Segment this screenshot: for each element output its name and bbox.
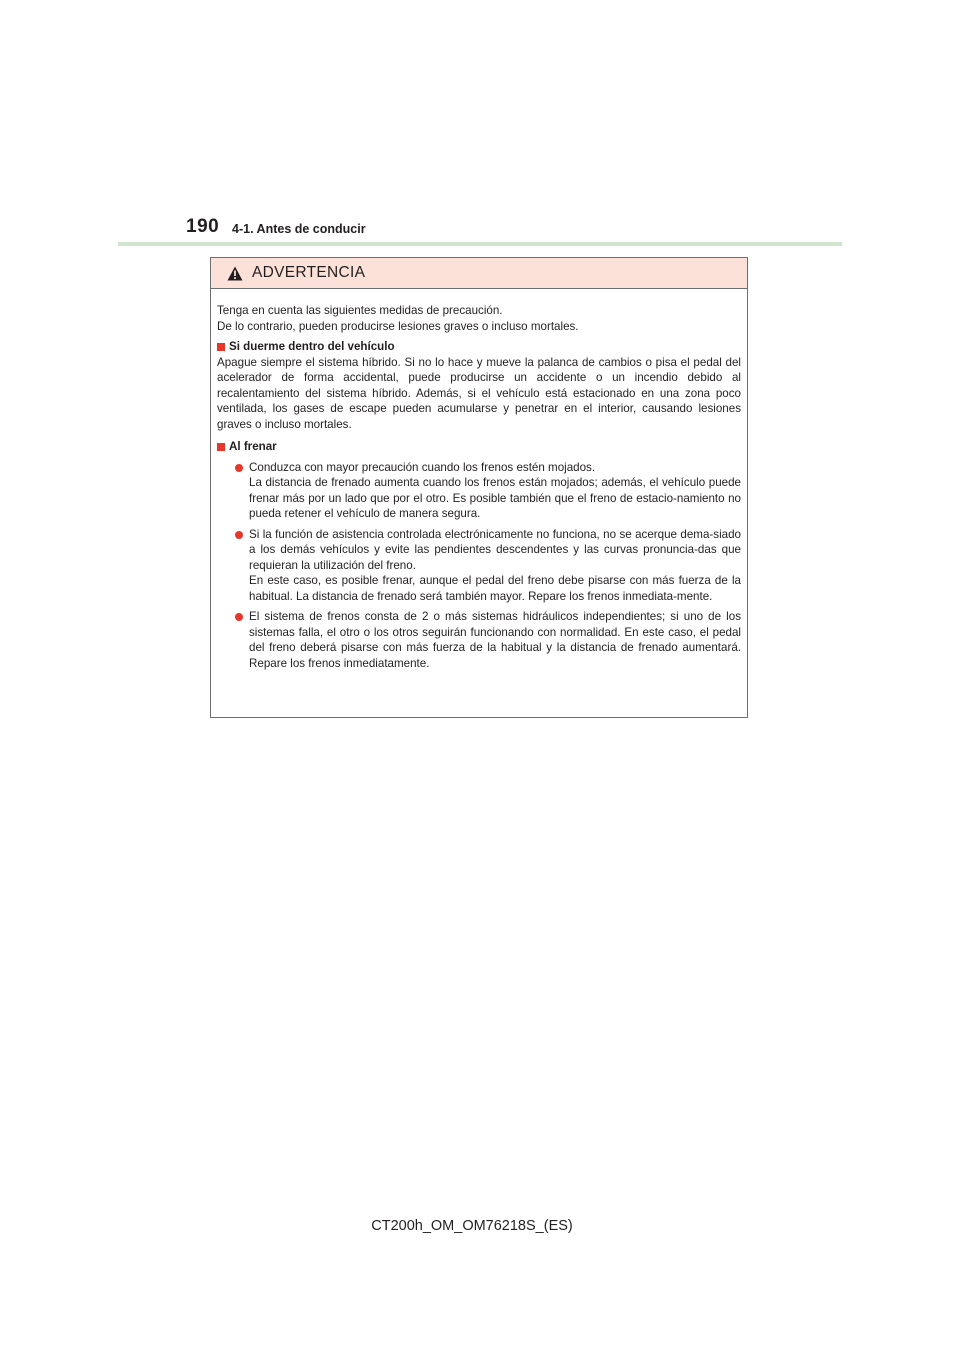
header-rule — [118, 242, 842, 246]
page-number: 190 — [186, 216, 220, 237]
round-bullet-icon — [235, 531, 243, 539]
section-title: 4-1. Antes de conducir — [232, 222, 366, 236]
warning-intro — [217, 303, 741, 334]
document-code — [0, 1218, 960, 1234]
warning-title: ADVERTENCIA — [252, 264, 366, 281]
square-bullet-icon — [217, 343, 225, 351]
bullet-line: El sistema de frenos consta de 2 o más sistemas hidráulicos independientes; si uno de los sistemas falla, el otro o los otros seguirán funcionando con normalidad. En este caso, el pedal del freno deberá pisarse con más fuerza de la habitual y la distancia de frenado aumentará. Repare los frenos inmediatamente. — [249, 610, 741, 670]
warning-body — [211, 289, 747, 671]
section-heading — [217, 339, 741, 355]
round-bullet-icon — [235, 613, 243, 621]
list-item — [235, 609, 741, 671]
square-bullet-icon — [217, 443, 225, 451]
bullet-line: En este caso, es posible frenar, aunque el pedal del freno debe pisarse con más fuerza de la habitual. La distancia de frenado será también mayor. Repare los frenos inmediata-mente. — [249, 574, 741, 603]
section-paragraph: Apague siempre el sistema híbrido. Si no lo hace y mueve la palanca de cambios o pisa el pedal del acelerador de forma accidental, puede producirse un accidente o un incendio debido al recalentamiento del sistema híbrido. Además, si el vehículo está estacionado en una zona poco ventilada, los gases de escape pueden acumularse y penetrar en el interior, causando lesiones graves o incluso mortales. — [217, 355, 741, 431]
list-item — [235, 527, 741, 605]
section-braking — [217, 439, 741, 671]
warning-box — [210, 257, 748, 718]
warning-triangle-icon — [227, 266, 243, 281]
bullet-line: Si la función de asistencia controlada electrónicamente no funciona, no se acerque dema-siado a los demás vehículos y evite las pendientes descendentes y las curvas pronuncia-das que requieran la utilización del freno. — [249, 527, 741, 572]
section-heading — [217, 439, 741, 455]
intro-line-2: De lo contrario, pueden producirse lesiones graves o incluso mortales. — [217, 319, 579, 333]
intro-line-1: Tenga en cuenta las siguientes medidas de precaución. — [217, 304, 503, 317]
round-bullet-icon — [235, 464, 243, 472]
section-sleeping — [217, 339, 741, 432]
list-item — [235, 460, 741, 522]
bullet-line: La distancia de frenado aumenta cuando los frenos están mojados; además, el vehículo puede frenar más por un lado que por el otro. Es posible también que el freno de estacio-namiento no pueda retener el vehículo de manera segura. — [249, 476, 741, 520]
section-heading-text: Si duerme dentro del vehículo — [229, 340, 395, 353]
section-heading-text: Al frenar — [229, 440, 277, 453]
document-code-text: CT200h_OM_OM76218S_(ES) — [371, 1218, 573, 1234]
bullet-line: Conduzca con mayor precaución cuando los frenos estén mojados. — [249, 460, 596, 474]
warning-header — [211, 258, 747, 289]
